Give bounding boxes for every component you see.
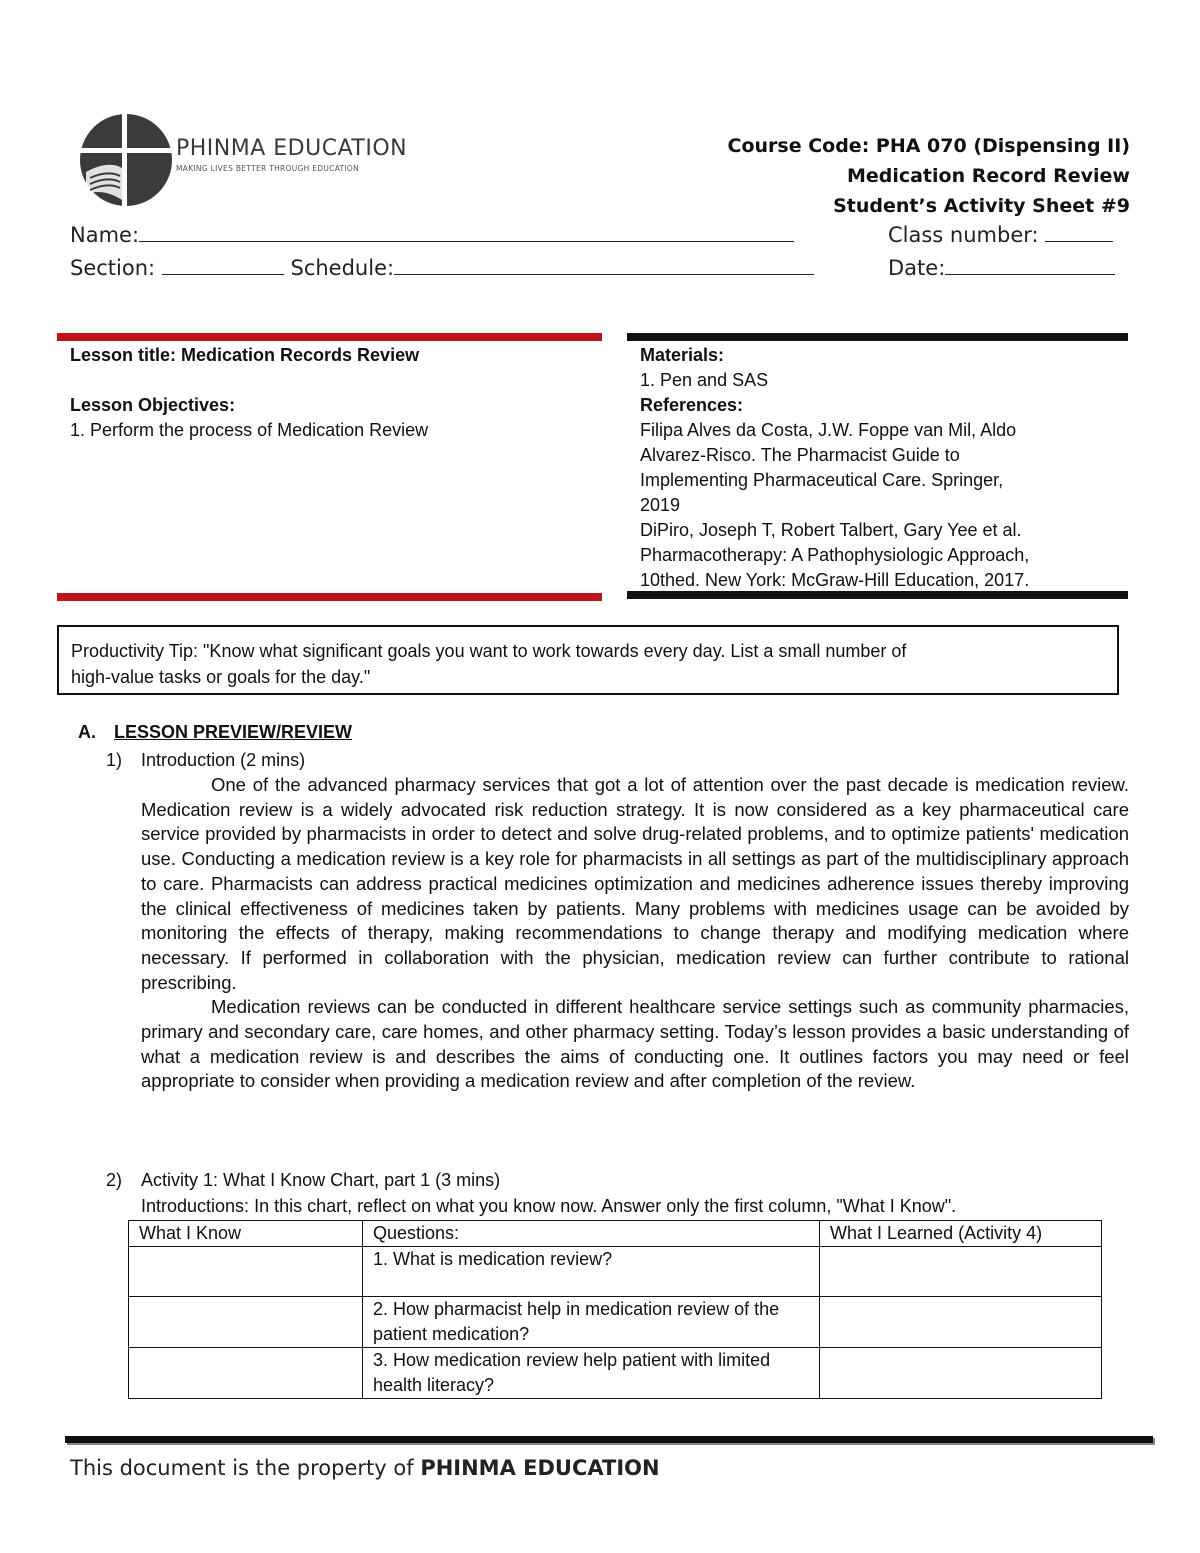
- paragraph: Medication reviews can be conducted in different healthcare service settings such as community pharmacies, primary and secondary care, care homes, and other pharmacy setting. Today’s lesson provides a basic understanding of what a medication review is and describes the aims of conducting one. It outlines factors you may need or feel appropriate to consider when providing a medication review and after completion of the review.: [141, 996, 1129, 1092]
- name-blank[interactable]: [139, 221, 794, 242]
- paragraph: One of the advanced pharmacy services that got a lot of attention over the past decade is medication review. Medication review is a widely advocated risk reduction strategy. It is now considered as a key pharmaceutical care service provided by pharmacists in order to detect and solve drug-related problems, and to optimize patients' medication use. Conducting a medication review is a key role for pharmacists in all settings as part of the multidisciplinary approach to care. Pharmacists can address practical medicines optimization and medicines adherence issues thereby improving the clinical effectiveness of medicines taken by patients. Many problems with medicines usage can be avoided by monitoring the effects of therapy, making recommendations to change therapy and modifying medication where necessary. If performed in collaboration with the physician, medication review can further contribute to rational prescribing.: [141, 774, 1129, 993]
- column-header: Questions:: [363, 1221, 820, 1247]
- reference-line: 10thed. New York: McGraw-Hill Education, 2017.: [640, 570, 1030, 590]
- tip-line: high-value tasks or goals for the day.": [71, 667, 371, 687]
- item-title: Introduction (2 mins): [141, 750, 306, 770]
- name-label: Name:: [70, 223, 140, 247]
- reference-line: Implementing Pharmaceutical Care. Springer,: [640, 470, 1004, 490]
- activity-instructions: Introductions: In this chart, reflect on what you know now. Answer only the first column, "What I Know".: [141, 1196, 957, 1216]
- what-i-know-cell[interactable]: [129, 1247, 363, 1297]
- reference-line: Alvarez-Risco. The Pharmacist Guide to: [640, 445, 960, 465]
- objectives-label: Lesson Objectives:: [70, 395, 236, 415]
- item-1-heading: [106, 750, 305, 771]
- what-i-know-cell[interactable]: [129, 1348, 363, 1399]
- top-left-red-bar: [57, 333, 602, 341]
- header-info: [728, 131, 1131, 221]
- section-blank[interactable]: [162, 254, 284, 275]
- brand-name: PHINMA EDUCATION: [176, 136, 408, 161]
- class-number-field: [888, 221, 1113, 247]
- material-item: 1. Pen and SAS: [640, 370, 769, 390]
- section-field: [70, 254, 814, 280]
- footer-text: [70, 1456, 660, 1480]
- section-label: Section:: [70, 256, 156, 280]
- footer-owner: PHINMA EDUCATION: [420, 1456, 660, 1480]
- productivity-tip-box: [57, 625, 1119, 695]
- brand-tagline: MAKING LIVES BETTER THROUGH EDUCATION: [176, 164, 360, 173]
- footer-prefix: This document is the property of: [70, 1456, 414, 1480]
- item-number: 1): [106, 750, 123, 770]
- lesson-title: Lesson title: Medication Records Review: [70, 345, 420, 365]
- tip-line: Productivity Tip: "Know what significant goals you want to work towards every day. List a small number of: [71, 641, 907, 661]
- table-row: [129, 1297, 1102, 1348]
- column-header: What I Learned (Activity 4): [820, 1221, 1102, 1247]
- item-2-heading: [106, 1170, 500, 1191]
- schedule-blank[interactable]: [394, 254, 814, 275]
- column-header: What I Know: [129, 1221, 363, 1247]
- question-cell: 2. How pharmacist help in medication review of the patient medication?: [363, 1297, 820, 1348]
- date-blank[interactable]: [945, 254, 1115, 275]
- question-cell: 1. What is medication review?: [363, 1247, 820, 1297]
- materials-references: [640, 343, 1120, 593]
- section-title: LESSON PREVIEW/REVIEW: [114, 722, 353, 742]
- objective-item: 1. Perform the process of Medication Review: [70, 420, 429, 440]
- table-row: [129, 1348, 1102, 1399]
- date-field: [888, 254, 1115, 280]
- course-code: Course Code: PHA 070 (Dispensing II): [727, 135, 1130, 157]
- name-field: [70, 221, 794, 247]
- phinma-logo-icon: [78, 112, 174, 208]
- section-letter: A.: [78, 722, 96, 742]
- top-right-black-bar: [627, 333, 1128, 341]
- reference-line: DiPiro, Joseph T, Robert Talbert, Gary Yee et al.: [640, 520, 1022, 540]
- document-title: Medication Record Review: [846, 165, 1130, 187]
- schedule-label: Schedule:: [290, 256, 395, 280]
- introduction-text: [141, 773, 1129, 1094]
- reference-line: Filipa Alves da Costa, J.W. Foppe van Mil, Aldo: [640, 420, 1017, 440]
- what-i-learned-cell[interactable]: [820, 1247, 1102, 1297]
- item-title: Activity 1: What I Know Chart, part 1 (3 mins): [141, 1170, 501, 1190]
- what-i-learned-cell[interactable]: [820, 1297, 1102, 1348]
- bottom-left-red-bar: [57, 593, 602, 601]
- reference-line: Pharmacotherapy: A Pathophysiologic Approach,: [640, 545, 1030, 565]
- class-number-label: Class number:: [888, 223, 1039, 247]
- what-i-learned-cell[interactable]: [820, 1348, 1102, 1399]
- table-header-row: [129, 1221, 1102, 1247]
- table-row: [129, 1247, 1102, 1297]
- item-number: 2): [106, 1170, 123, 1190]
- lesson-info: [70, 343, 590, 443]
- class-number-blank[interactable]: [1045, 221, 1113, 242]
- reference-line: 2019: [640, 495, 681, 515]
- what-i-know-cell[interactable]: [129, 1297, 363, 1348]
- section-a-heading: [78, 722, 352, 743]
- references-label: References:: [640, 395, 744, 415]
- date-label: Date:: [888, 256, 946, 280]
- activity-sheet-number: Student’s Activity Sheet #9: [833, 195, 1130, 217]
- what-i-know-chart: [128, 1220, 1102, 1399]
- materials-label: Materials:: [640, 345, 725, 365]
- brand-block: [176, 136, 407, 173]
- footer-bar: [65, 1436, 1153, 1443]
- question-cell: 3. How medication review help patient with limited health literacy?: [363, 1348, 820, 1399]
